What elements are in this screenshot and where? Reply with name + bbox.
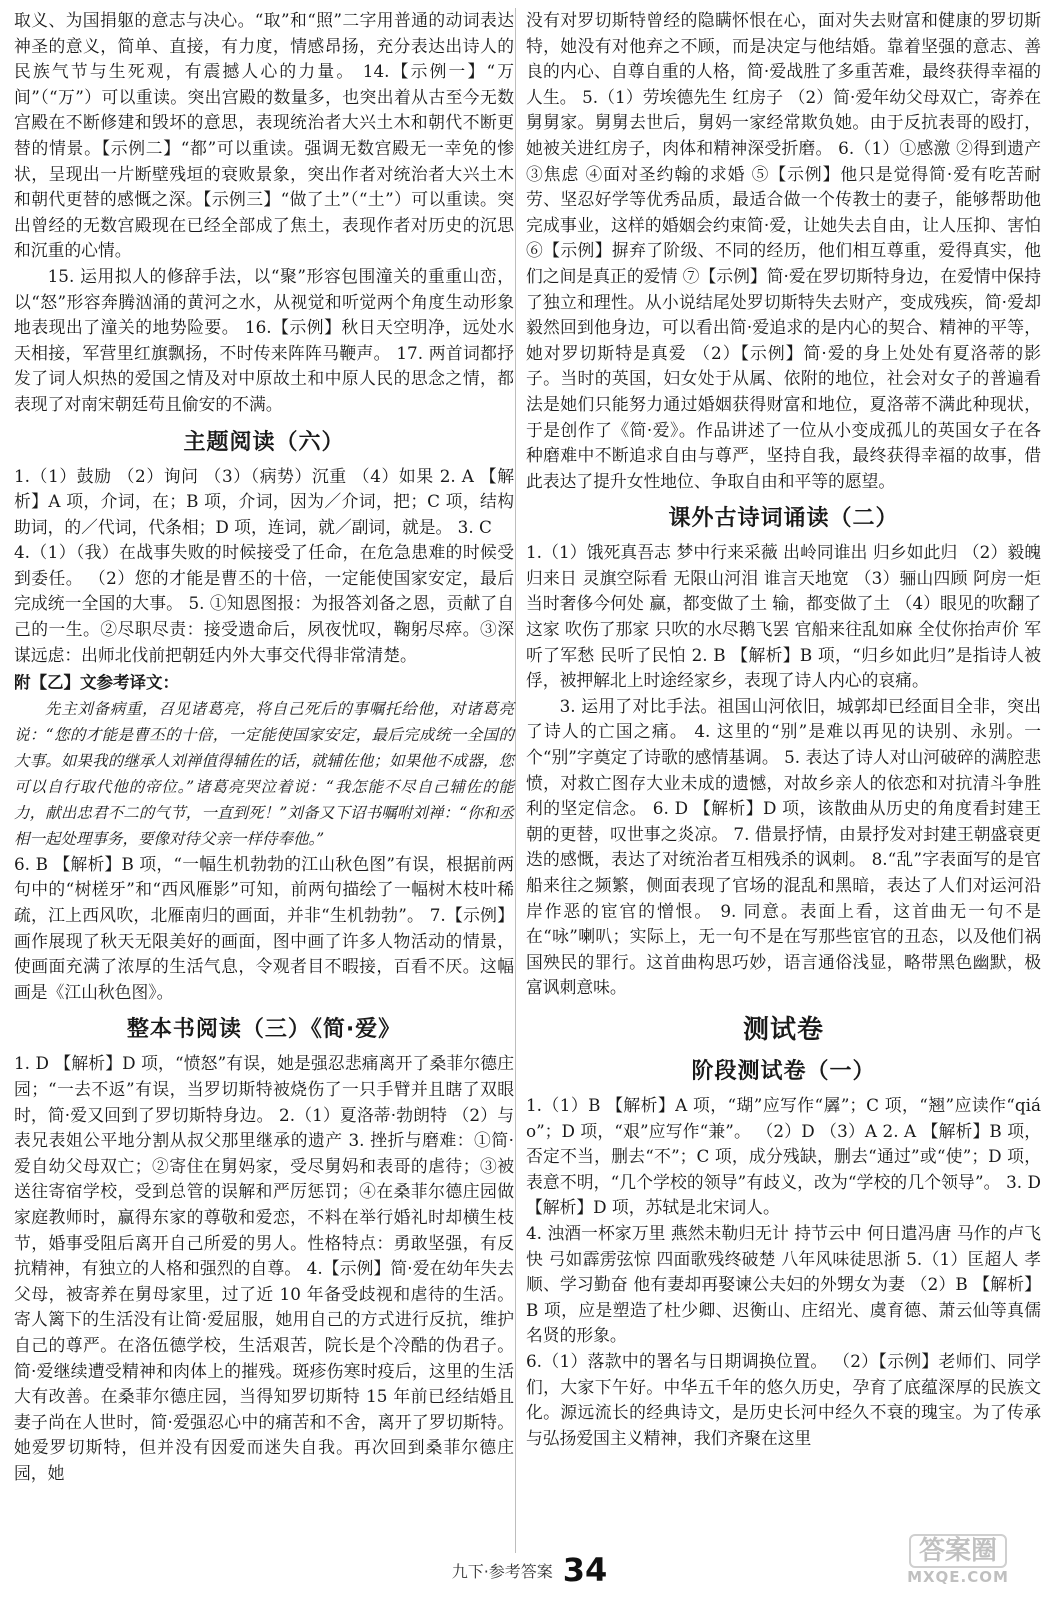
answer-paragraph: 1.（1）鼓励 （2）询问 （3）（病势）沉重 （4）如果 2. A 【解析】A 项，介词，在；B 项，介词，因为／介词，把；C 项，结构助词，的／代词，代条相；D 项，连词，就／副词，就是。 3. C <box>14 465 514 537</box>
translation-text: 先主刘备病重，召见诸葛亮，将自己死后的事嘱托给他，对诸葛亮说：“您的才能是曹丕的十倍，一定能使国家安定，最后完成统一全国的大事。如果我的继承人刘禅值得辅佐的话，就辅佐他；如果他不成器，您可以自行取代他的帝位。”诸葛亮哭泣着说：“我怎能不尽自己辅佐的能力，献出忠君不二的气节，一直到死！”刘备又下诏书嘱咐刘禅：“你和丞相一起处理事务，要像对待父亲一样侍奉他。” <box>14 699 514 848</box>
column-divider <box>515 8 516 1553</box>
answer-paragraph: 1.（1）B 【解析】A 项，“瑚”应写作“羼”；C 项，“翘”应读作“qiáo”；D 项，“艰”应写作“兼”。 （2）D （3）A 2. A 【解析】B 项，否定不当，删去“不”；C 项，成分残缺，删去“通过”或“使”；D 项，表意不明，“几个学校的领导”有歧义，改为“学校的几个领导”。 3. D 【解析】D 项，苏轼是北宋词人。 <box>526 1094 1041 1218</box>
left-column <box>14 8 514 1487</box>
answer-paragraph: 4.（1）（我）在战事失败的时候接受了任命，在危急患难的时候受到委任。 （2）您的才能是曹丕的十倍，一定能使国家安定，最后完成统一全国的大事。 5. ①知恩图报：为报答刘备之恩，贡献了自己的一生。②尽职尽责：接受遗命后，夙夜忧叹，鞠躬尽瘁。③深谋远虑：出师北伐前把朝廷内外大事交代得非常清楚。 <box>14 542 514 665</box>
answer-paragraph: 6. B 【解析】B 项，“一幅生机勃勃的江山秋色图”有误，根据前两句中的“树槎牙”和“西风雁影”可知，前两句描绘了一幅树木枝叶稀疏，江上西风吹，北雁南归的画面，并非“生机勃勃”。 7.【示例】画作展现了秋天无限美好的画面，图中画了许多人物活动的情景，使画面充满了浓厚的生活气息，令观者目不暇接，百看不厌。这幅画是《江山秋色图》。 <box>14 853 514 1002</box>
footer-label: 九下·参考答案 <box>451 1561 553 1581</box>
section-heading: 测试卷 <box>742 1014 824 1045</box>
right-column <box>526 8 1041 1451</box>
page-number: 34 <box>562 1551 608 1589</box>
answer-paragraph: 3. 运用了对比手法。祖国山河依旧，城郭却已经面目全非，突出了诗人的亡国之痛。 4. 这里的“别”是难以再见的诀别、永别。一个“别”字奠定了诗歌的感情基调。 5. 表达了诗人对山河破碎的满腔悲愤，对救亡图存大业未成的遗憾，对故乡亲人的依恋和对抗清斗争胜利的坚定信念。 6. D 【解析】D 项，该散曲从历史的角度看封建王朝的更替，叹世事之炎凉。 7. 借景抒情，由景抒发对封建王朝盛衰更迭的感慨，表达了对统治者互相残杀的讽刺。 8.“乱”字表面写的是官船来往之频繁，侧面表现了官场的混乱和黑暗，表达了人们对运河沿岸作恶的宦官的憎恨。 9. 同意。表面上看，这首曲无一句不是在“咏”喇叭；实际上，无一句不是在写那些宦官的丑态，以及他们祸国殃民的罪行。这首曲构思巧妙，语言通俗浅显，略带黑色幽默，极富讽刺意味。 <box>526 695 1041 998</box>
section-heading: 整本书阅读（三）《简·爱》 <box>126 1017 402 1043</box>
section-heading: 主题阅读（六） <box>183 429 345 455</box>
watermark-text: 答案圈 <box>909 1534 1007 1568</box>
section-heading: 课外古诗词诵读（二） <box>668 506 899 532</box>
answer-paragraph: 取义、为国捐躯的意志与决心。“取”和“照”二字用普通的动词表达神圣的意义，简单、直接，有力度，情感昂扬，充分表达出诗人的民族气节与生死观，有震撼人心的力量。 14.【示例一】“万间”（“万”）可以重读。突出宫殿的数量多，也突出着从古至今无数宫殿在不断修建和毁坏的意思，表现统治者大兴土木和朝代不断更替的情景。【示例二】“都”可以重读。强调无数宫殿无一幸免的惨状，呈现出一片断壁残垣的衰败景象，突出作者对统治者大兴土木和朝代更替的感慨之深。【示例三】“做了土”（“土”）可以重读。突出曾经的无数宫殿现在已经全部成了焦土，表现作者对历史的沉思和沉重的心情。 <box>14 10 514 261</box>
answer-paragraph: 没有对罗切斯特曾经的隐瞒怀恨在心，面对失去财富和健康的罗切斯特，她没有对他弃之不顾，而是决定与他结婚。靠着坚强的意志、善良的内心、自尊自重的人格，简·爱战胜了多重苦难，最终获得幸福的人生。 5.（1）劳埃德先生 红房子 （2）简·爱年幼父母双亡，寄养在舅舅家。舅舅去世后，舅妈一家经常欺负她。由于反抗表哥的殴打，她被关进红房子，肉体和精神深受折磨。 6.（1）①感激 ②得到遗产 ③焦虑 ④面对圣约翰的求婚 ⑤【示例】他只是觉得简·爱有吃苦耐劳、坚忍好学等优秀品质，最适合做一个传教士的妻子，能够帮助他完成事业，这样的婚姻会约束简·爱，让她失去自由，让人压抑、害怕 ⑥【示例】摒弃了阶级、不同的经历，他们相互尊重，爱得真实，他们之间是真正的爱情 ⑦【示例】简·爱在罗切斯特身边，在爱情中保持了独立和理性。从小说结尾处罗切斯特失去财产，变成残疾，简·爱却毅然回到他身边，可以看出简·爱追求的是内心的契合、精神的平等，她对罗切斯特是真爱 （2）【示例】简·爱的身上处处有夏洛蒂的影子。当时的英国，妇女处于从属、依附的地位，社会对女子的普遍看法是她们只能努力通过婚姻获得财富和地位，夏洛蒂不满此种现状，于是创作了《简·爱》。作品讲述了一位从小变成孤儿的英国女子在各种磨难中不断追求自由与尊严，坚持自我，最终获得幸福的故事，借此表达了提升女性地位、争取自由和平等的愿望。 <box>526 10 1041 491</box>
answer-paragraph: 15. 运用拟人的修辞手法，以“聚”形容包围潼关的重重山峦，以“怒”形容奔腾汹涌的黄河之水，从视觉和听觉两个角度生动形象地表现出了潼关的地势险要。 16.【示例】秋日天空明净，远处水天相接，军营里红旗飘扬，不时传来阵阵马鞭声。 17. 两首词都抒发了词人炽热的爱国之情及对中原故土和中原人民的思念之情，都表现了对南宋朝廷苟且偷安的不满。 <box>14 265 514 414</box>
answer-paragraph: 6.（1）落款中的署名与日期调换位置。 （2）【示例】老师们、同学们，大家下午好。中华五千年的悠久历史，孕育了底蕴深厚的民族文化。源远流长的经典诗文，是历史长河中经久不衰的瑰宝。为了传承与弘扬爱国主义精神，我们齐聚在这里 <box>526 1350 1041 1448</box>
watermark-url: MXQE.COM <box>907 1568 1009 1586</box>
subsection-heading: 阶段测试卷（一） <box>691 1058 876 1084</box>
answer-paragraph: 4. 浊酒一杯家万里 燕然未勒归无计 持节云中 何日遣冯唐 马作的卢飞快 弓如霹雳弦惊 四面歌残终破楚 八年风味徒思浙 5.（1）匡超人 孝顺、学习勤奋 他有妻却再娶谏公夫妇的外甥女为妻 （2）B 【解析】B 项，应是塑造了杜少卿、迟衡山、庄绍光、虞育德、萧云仙等真儒名贤的形象。 <box>526 1222 1041 1346</box>
appendix-heading: 附【乙】文参考译文： <box>14 673 179 693</box>
watermark-logo <box>873 1532 1043 1588</box>
answer-paragraph: 1. D 【解析】D 项，“愤怒”有误，她是强忍悲痛离开了桑菲尔德庄园；“一去不返”有误，当罗切斯特被烧伤了一只手臂并且瞎了双眼时，简·爱又回到了罗切斯特身边。 2.（1）夏洛蒂·勃朗特 （2）与表兄表姐公平地分割从叔父那里继承的遗产 3. 挫折与磨难：①简·爱自幼父母双亡；②寄住在舅妈家，受尽舅妈和表哥的虐待；③被送往寄宿学校，受到总管的误解和严厉惩罚；④在桑菲尔德庄园做家庭教师时，赢得东家的尊敬和爱恋，不料在举行婚礼时却横生枝节，婚事受阻后离开自己所爱的男人。性格特点：勇敢坚强，有反抗精神，有独立的人格和强烈的自尊。 4.【示例】简·爱在幼年失去父母，被寄养在舅母家里，过了近 10 年备受歧视和虐待的生活。寄人篱下的生活没有让简·爱屈服，她用自己的方式进行反抗，维护自己的尊严。在洛伍德学校，生活艰苦，院长是个冷酷的伪君子。简·爱继续遭受精神和肉体上的摧残。斑疹伤寒时疫后，这里的生活大有改善。在桑菲尔德庄园，当得知罗切斯特 15 年前已经结婚且妻子尚在人世时，简·爱强忍心中的痛苦和不舍，离开了罗切斯特。她爱罗切斯特，但并没有因爱而迷失自我。再次回到桑菲尔德庄园，她 <box>14 1053 514 1483</box>
answer-paragraph: 1.（1）饿死真吾志 梦中行来采薇 出岭同谁出 归乡如此归 （2）毅魄归来日 灵旗空际看 无限山河泪 谁言天地宽 （3）骊山四顾 阿房一炬 当时奢侈今何处 赢，都变做了土 输，都变做了土 （4）眼见的吹翻了这家 吹伤了那家 只吹的水尽鹅飞罢 官船来往乱如麻 全仗你抬声价 军听了军愁 民听了民怕 2. B 【解析】B 项，“归乡如此归”是指诗人被俘，被押解北上时途经家乡，表现了诗人内心的哀痛。 <box>526 542 1041 691</box>
